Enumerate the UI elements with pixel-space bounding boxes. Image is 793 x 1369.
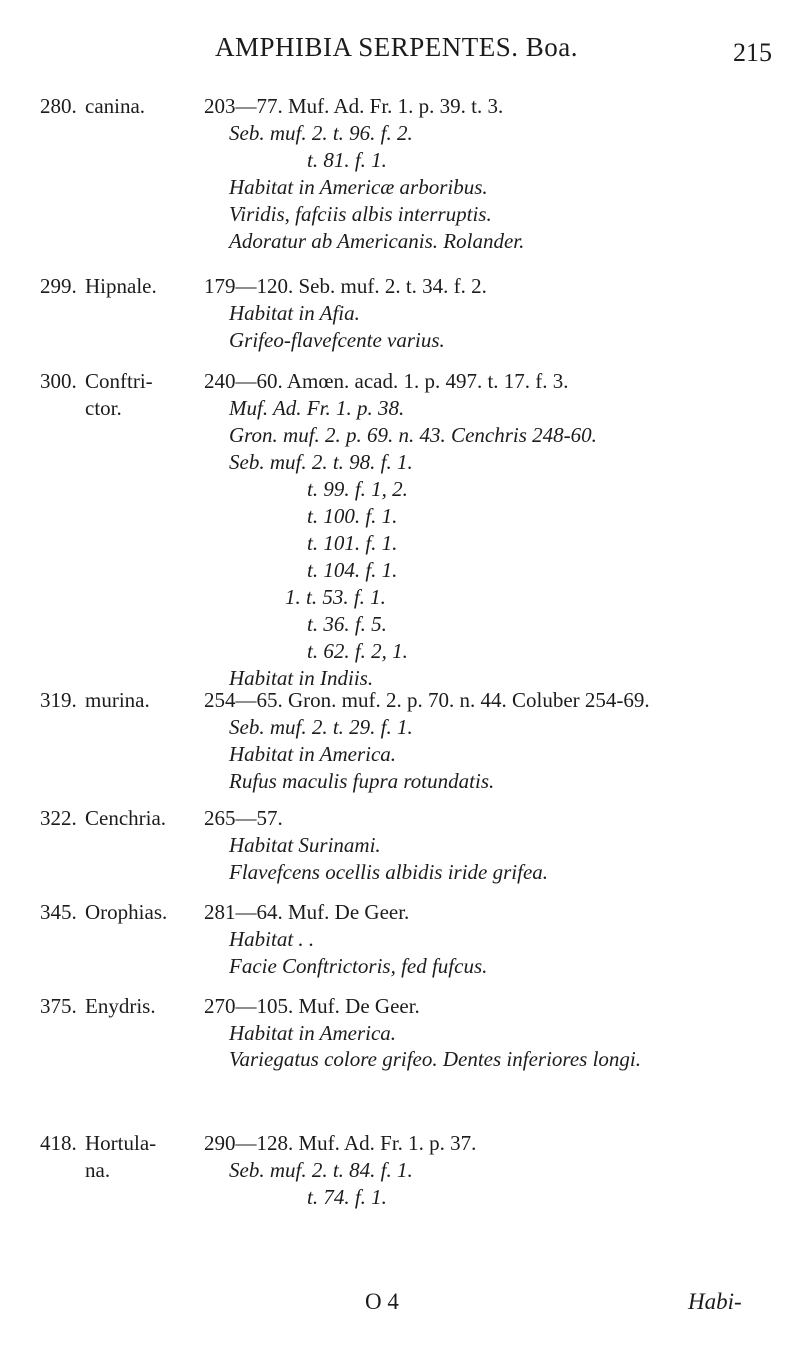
entry-number: 375. (40, 994, 77, 1018)
entry-line: 240—60. Amœn. acad. 1. p. 497. t. 17. f. 3. (204, 369, 569, 393)
entry-line: Muf. Ad. Fr. 1. p. 38. (229, 396, 405, 420)
entry-line: Adoratur ab Americanis. Rolander. (229, 229, 525, 253)
entry-line: Habitat in America. (229, 1021, 397, 1045)
entry-line: Habitat . . (229, 927, 315, 951)
entry-line: t. 104. f. 1. (307, 558, 398, 582)
entry-line: t. 74. f. 1. (307, 1185, 387, 1209)
entry-body (204, 1130, 779, 1211)
entry-line: t. 99. f. 1, 2. (307, 477, 408, 501)
entry-line: t. 36. f. 5. (307, 612, 387, 636)
entry-line: 290—128. Muf. Ad. Fr. 1. p. 37. (204, 1131, 477, 1155)
entry-line: t. 81. f. 1. (307, 148, 387, 172)
entry-name: Conftri- ctor. (85, 369, 153, 420)
entry-line: Seb. muf. 2. t. 29. f. 1. (229, 715, 413, 739)
entry-name: Cenchria. (85, 806, 167, 830)
entry-line: 270—105. Muf. De Geer. (204, 994, 420, 1018)
entry-body (204, 687, 779, 795)
entry-number: 345. (40, 900, 77, 924)
signature-mark: O 4 (365, 1289, 399, 1314)
entry-line: Seb. muf. 2. t. 96. f. 2. (229, 121, 413, 145)
page-number: 215 (733, 38, 772, 67)
entry-number: 280. (40, 94, 77, 118)
entry-line: 254—65. Gron. muf. 2. p. 70. n. 44. Coluber 254-69. (204, 688, 650, 712)
entry-line: Seb. muf. 2. t. 98. f. 1. (229, 450, 413, 474)
entry-line: 203—77. Muf. Ad. Fr. 1. p. 39. t. 3. (204, 94, 504, 118)
entry-line: Habitat in America. (229, 742, 397, 766)
entry-line: Variegatus colore grifeo. Dentes inferiores longi. (229, 1047, 641, 1071)
page-title: AMPHIBIA SERPENTES. Boa. (214, 32, 579, 62)
entry-body (204, 93, 779, 255)
entry-line: 281—64. Muf. De Geer. (204, 900, 410, 924)
entry-number: 418. (40, 1131, 77, 1155)
entry-line: Habitat Surinami. (229, 833, 381, 857)
catchword: Habi- (688, 1289, 742, 1314)
entry-line: Viridis, fafciis albis interruptis. (229, 202, 492, 226)
entry-name: Hortula- na. (85, 1131, 157, 1182)
entry-body (204, 993, 779, 1071)
entry-line: 1. t. 53. f. 1. (285, 585, 386, 609)
entry-body (204, 368, 779, 692)
entry-line: 265—57. (204, 806, 283, 830)
entry-body (204, 273, 779, 354)
entry-number: 299. (40, 274, 77, 298)
entry-line: Facie Conftrictoris, fed fufcus. (229, 954, 488, 978)
entry-name: Hipnale. (85, 274, 157, 298)
entry-name: murina. (85, 688, 150, 712)
entry-line: Grifeo-flavefcente varius. (229, 328, 445, 352)
entry-body (204, 899, 779, 980)
entry-line: Rufus maculis fupra rotundatis. (229, 769, 495, 793)
entry-line: Gron. muf. 2. p. 69. n. 43. Cenchris 248-60. (229, 423, 597, 447)
entry-line: Habitat in Americæ arboribus. (229, 175, 488, 199)
entry-line: Habitat in Indiis. (229, 666, 374, 690)
entry-body (204, 805, 779, 886)
entry-name: canina. (85, 94, 146, 118)
entry-line: Flavefcens ocellis albidis iride grifea. (229, 860, 549, 884)
entry-number: 322. (40, 806, 77, 830)
entry-line: t. 100. f. 1. (307, 504, 398, 528)
entry-number: 319. (40, 688, 77, 712)
entry-line: Habitat in Afia. (229, 301, 360, 325)
entry-line: Seb. muf. 2. t. 84. f. 1. (229, 1158, 413, 1182)
entry-number: 300. (40, 369, 77, 393)
entry-name: Enydris. (85, 994, 156, 1018)
entry-name: Orophias. (85, 900, 168, 924)
entry-line: 179—120. Seb. muf. 2. t. 34. f. 2. (204, 274, 487, 298)
entry-line: t. 101. f. 1. (307, 531, 398, 555)
entry-line: t. 62. f. 2, 1. (307, 639, 408, 663)
